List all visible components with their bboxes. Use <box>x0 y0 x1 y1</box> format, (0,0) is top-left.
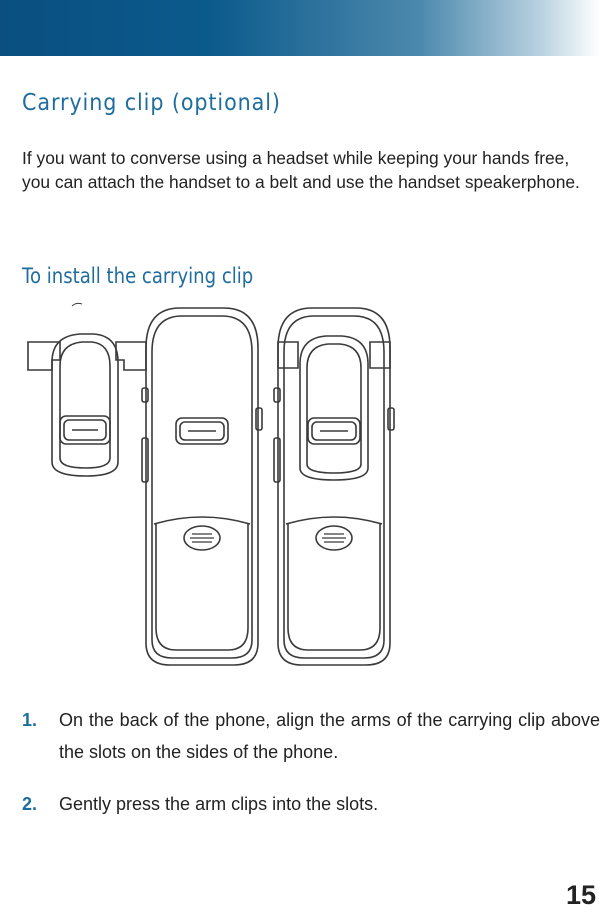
carrying-clip-figure <box>28 303 146 476</box>
intro-paragraph: If you want to converse using a headset while keeping your hands free, you can attach the handset to a belt and use the handset speakerphone. <box>22 148 580 192</box>
step-number: 1. <box>22 710 38 730</box>
handset-with-clip-figure <box>274 308 394 665</box>
step-1 <box>22 704 600 768</box>
handset-back-figure <box>142 308 262 665</box>
header-banner <box>0 0 600 56</box>
page-number: 15 <box>565 880 596 910</box>
install-title: To install the carrying clip <box>22 264 254 288</box>
step-2 <box>22 788 600 820</box>
step-number: 2. <box>22 794 38 814</box>
step-text: Gently press the arm clips into the slots. <box>59 794 379 814</box>
carrying-clip-illustration <box>20 298 400 670</box>
section-title: Carrying clip (optional) <box>22 90 281 116</box>
step-text: On the back of the phone, align the arms of the carrying clip above the slots on the sides of the phone. <box>59 710 600 762</box>
